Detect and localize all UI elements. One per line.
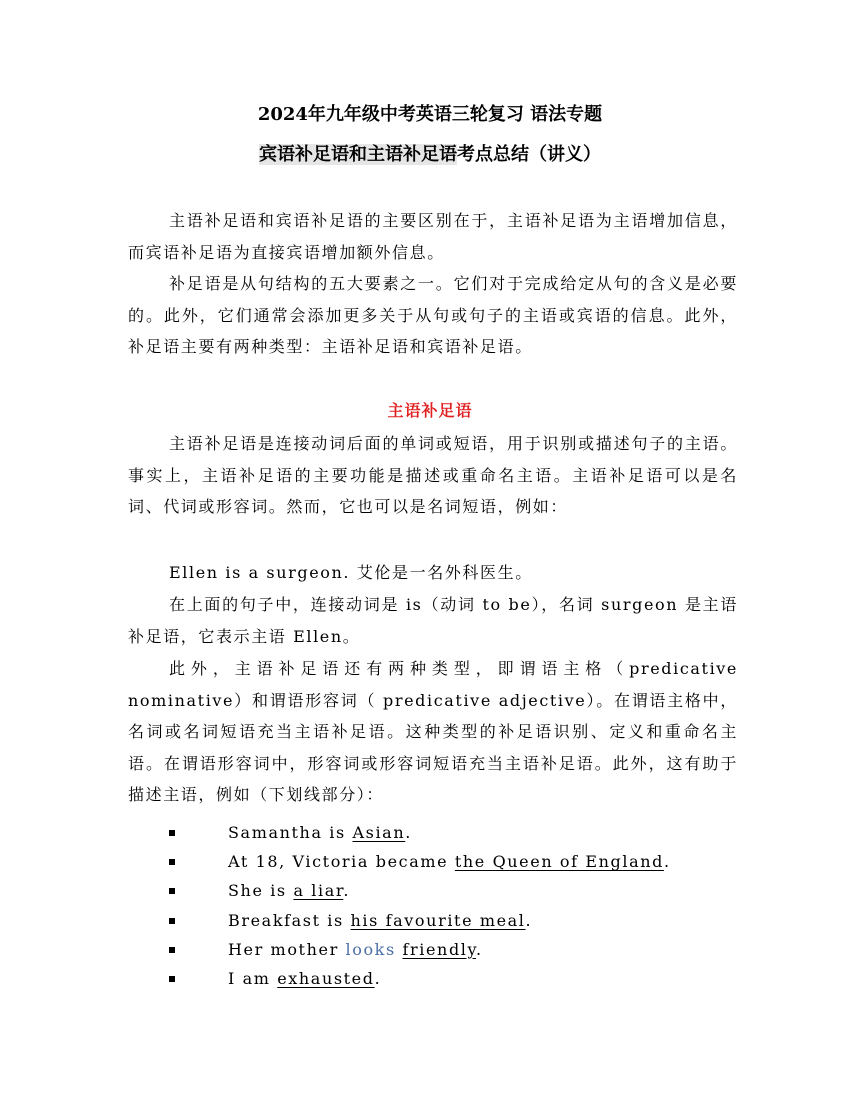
underlined-complement: friendly: [402, 939, 477, 959]
list-item: Samantha is Asian.: [128, 818, 748, 847]
example-list: [128, 818, 748, 993]
highlighted-title-text: 宾语补足语和主语补足语: [259, 144, 457, 165]
bullet-square-icon: [169, 947, 175, 953]
list-item: Breakfast is his favourite meal.: [128, 906, 748, 935]
document-subtitle: [0, 141, 860, 169]
bullet-square-icon: [169, 976, 175, 982]
subtitle-rest: 考点总结（讲义）: [457, 144, 601, 165]
bullet-square-icon: [169, 918, 175, 924]
list-item: She is a liar.: [128, 876, 748, 905]
list-item: I am exhausted.: [128, 964, 748, 993]
underlined-complement: the Queen of England: [454, 852, 664, 872]
list-item: Her mother looks friendly.: [128, 935, 748, 964]
bullet-square-icon: [169, 859, 175, 865]
section-paragraph-2: 在上面的句子中，连接动词是 is（动词 to be），名词 surgeon 是主语补足语，它表示主语 Ellen。: [128, 595, 738, 646]
section-paragraph-3: 此外，主语补足语还有两种类型，即谓语主格（predicative nominative）和谓语形容词（ predicative adjective）。在谓语主格中，名词或名词短语充当主语补足语。这种类型的补足语识别、定义和重命名主语。在谓语形容词中，形容词或形容词短语充当主语补足语。此外，这有助于描述主语，例如（下划线部分）：: [128, 659, 738, 804]
underlined-complement: exhausted: [277, 968, 375, 988]
intro-paragraph-1: 主语补足语和宾语补足语的主要区别在于，主语补足语为主语增加信息，而宾语补足语为直接宾语增加额外信息。: [128, 211, 738, 262]
section-heading: 主语补足语: [387, 401, 473, 420]
bullet-square-icon: [169, 888, 175, 894]
underlined-complement: his favourite meal: [350, 910, 526, 930]
underlined-complement: Asian: [352, 823, 406, 842]
example-sentence: Ellen is a surgeon. 艾伦是一名外科医生。: [169, 563, 533, 582]
bullet-square-icon: [169, 830, 175, 836]
section-paragraph-1: 主语补足语是连接动词后面的单词或短语，用于识别或描述句子的主语。事实上，主语补足语的主要功能是描述或重命名主语。主语补足语可以是名词、代词或形容词。然而，它也可以是名词短语，例如：: [128, 434, 738, 516]
document-title: 2024年九年级中考英语三轮复习 语法专题: [257, 104, 603, 125]
intro-paragraph-2: 补足语是从句结构的五大要素之一。它们对于完成给定从句的含义是必要的。此外，它们通常会添加更多关于从句或句子的主语或宾语的信息。此外，补足语主要有两种类型：主语补足语和宾语补足语。: [128, 274, 738, 356]
list-item: At 18, Victoria became the Queen of England.: [128, 847, 748, 876]
underlined-complement: a liar: [293, 881, 344, 901]
linking-verb: looks: [345, 939, 396, 959]
